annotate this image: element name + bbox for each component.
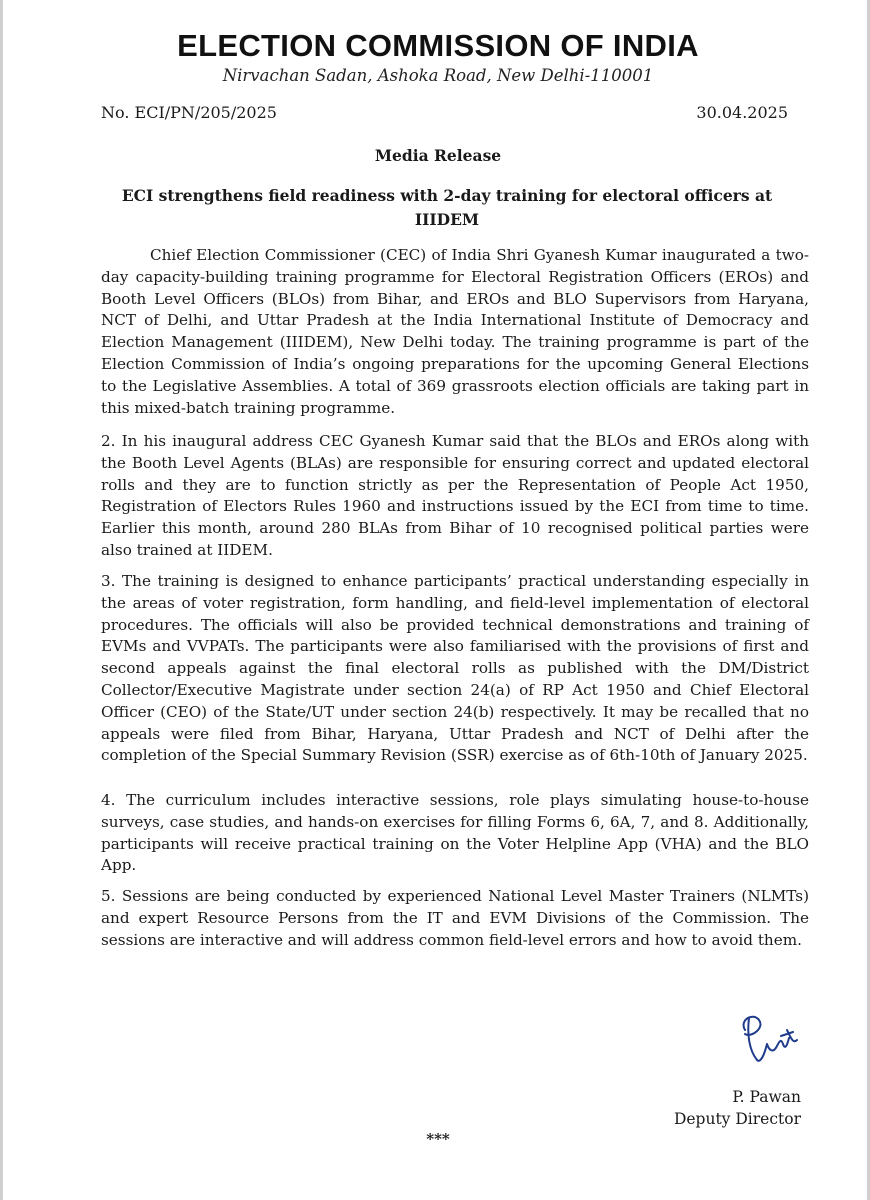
press-release-headline: ECI strengthens field readiness with 2-day training for electoral officers at IIIDEM	[121, 186, 773, 229]
signature-icon	[731, 1008, 803, 1068]
paragraph-4: 4. The curriculum includes interactive sessions, role plays simulating house-to-house surveys, case studies, and hands-on exercises for filling Forms 6, 6A, 7, and 8. Additionally, participants will receive practical training on the Voter Helpline App (VHA) and the BLO App.	[101, 791, 809, 875]
paragraph-2: 2. In his inaugural address CEC Gyanesh Kumar said that the BLOs and EROs along with the Booth Level Agents (BLAs) are responsible for ensuring correct and updated electoral rolls and they are to function strictly as per the Representation of People Act 1950, Registration of Electors Rules 1960 and instructions issued by the ECI from time to time. Earlier this month, around 280 BLAs from Bihar of 10 recognised political parties were also trained at IIDEM.	[101, 432, 809, 559]
paragraph-3: 3. The training is designed to enhance participants’ practical understanding especially in the areas of voter registration, form handling, and field-level implementation of electoral procedures. The officials will also be provided technical demonstrations and training of EVMs and VVPATs. The participants were also familiarised with the provisions of first and second appeals against the final electoral rolls as published with the DM/District Collector/Executive Magistrate under section 24(a) of RP Act 1950 and Chief Electoral Officer (CEO) of the State/UT under section 24(b) respectively. It may be recalled that no appeals were filed from Bihar, Haryana, Uttar Pradesh and NCT of Delhi after the completion of the Special Summary Revision (SSR) exercise as of 6th-10th of January 2025.	[101, 572, 809, 765]
letterhead-title: ELECTION COMMISSION OF INDIA	[177, 28, 699, 63]
paragraph-1: Chief Election Commissioner (CEC) of India Shri Gyanesh Kumar inaugurated a two-day capacity-building training programme for Electoral Registration Officers (EROs) and Booth Level Officers (BLOs) from Bihar, and EROs and BLO Supervisors from Haryana, NCT of Delhi, and Uttar Pradesh at the India International Institute of Democracy and Election Management (IIIDEM), New Delhi today. The training programme is part of the Election Commission of India’s ongoing preparations for the upcoming General Elections to the Legislative Assemblies. A total of 369 grassroots election officials are taking part in this mixed-batch training programme.	[101, 246, 809, 417]
signatory-designation: Deputy Director	[673, 1110, 801, 1128]
end-mark: ***	[426, 1130, 450, 1148]
letterhead-address: Nirvachan Sadan, Ashoka Road, New Delhi-110001	[222, 66, 654, 85]
release-date: 30.04.2025	[696, 103, 788, 122]
paragraph-5: 5. Sessions are being conducted by experienced National Level Master Trainers (NLMTs) and expert Resource Persons from the IT and EVM Divisions of the Commission. The sessions are interactive and will address common field-level errors and how to avoid them.	[101, 887, 809, 949]
signatory-name: P. Pawan	[732, 1088, 801, 1106]
reference-number: No. ECI/PN/205/2025	[101, 103, 277, 122]
media-release-label: Media Release	[374, 146, 502, 165]
